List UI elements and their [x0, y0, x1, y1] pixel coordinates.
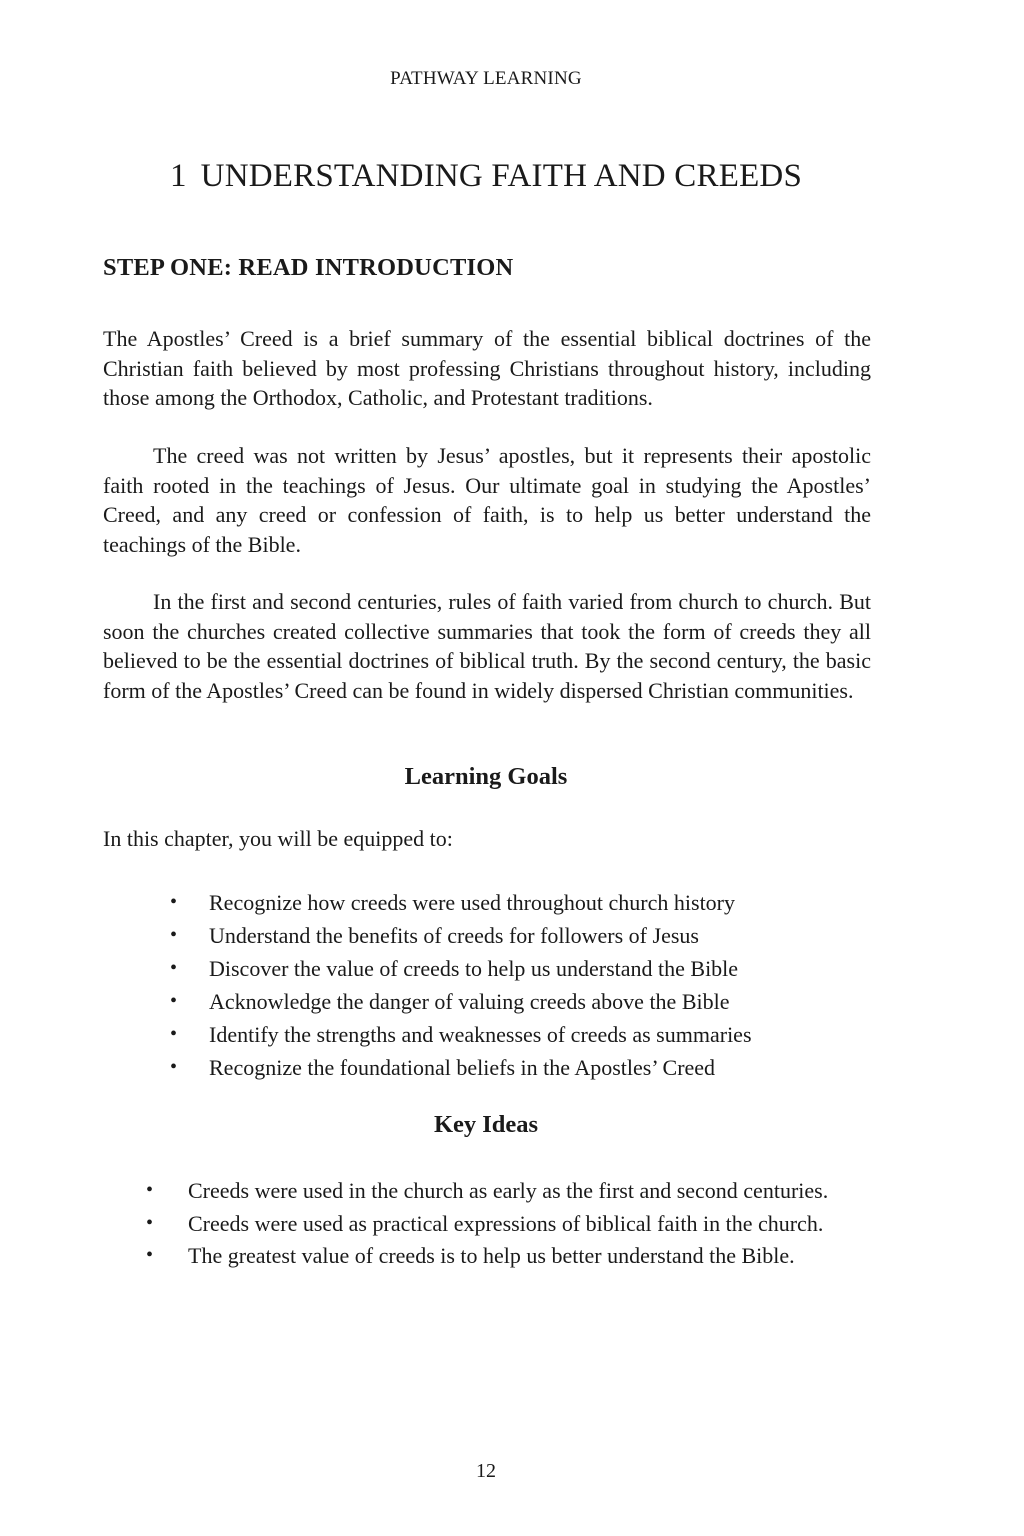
intro-paragraph-3 — [103, 587, 871, 705]
chapter-number: 1 — [169, 158, 187, 194]
bullet-icon: • — [146, 1179, 154, 1201]
intro-paragraph-2 — [103, 441, 871, 559]
list-item — [0, 919, 752, 952]
paragraph-text: The creed was not written by Jesus’ apostles, but it represents their apostolic faith rooted in the teachings of Jesus. Our ultimate goal in studying the Apostles’ Creed, and any creed or confession of faith, is to help us better understand the teachings of the Bible. — [103, 443, 871, 557]
list-item-text: Creeds were used in the church as early as the first and second centuries. — [188, 1178, 829, 1203]
key-ideas-list — [0, 1176, 871, 1274]
list-item-text: Identify the strengths and weaknesses of creeds as summaries — [209, 1022, 752, 1047]
list-item-text: Recognize how creeds were used throughout church history — [209, 890, 736, 915]
list-item-text: Acknowledge the danger of valuing creeds above the Bible — [209, 989, 730, 1014]
page-number: 12 — [476, 1460, 496, 1482]
paragraph-text: In the first and second centuries, rules of faith varied from church to church. But soon the churches created collective summaries that took the form of creeds they all believed to be the essential doctrines of biblical truth. By the second century, the basic form of the Apostles’ Creed can be found in widely dispersed Christian communities. — [103, 589, 871, 703]
running-head: PATHWAY LEARNING — [390, 68, 582, 89]
bullet-icon: • — [170, 1056, 178, 1078]
list-item — [0, 886, 752, 919]
bullet-icon: • — [170, 1023, 178, 1045]
chapter-title-text: UNDERSTANDING FAITH AND CREEDS — [200, 158, 803, 194]
list-item — [0, 952, 752, 985]
bullet-icon: • — [146, 1211, 154, 1234]
list-item — [146, 1176, 871, 1206]
intro-paragraph-1 — [103, 324, 871, 413]
list-item-text: Creeds were used as practical expressions of biblical faith in the church. — [188, 1210, 824, 1236]
list-item — [146, 1241, 871, 1271]
list-item — [0, 1018, 752, 1051]
list-item — [0, 985, 752, 1018]
list-item — [146, 1209, 871, 1239]
list-item-text: Discover the value of creeds to help us understand the Bible — [209, 956, 739, 981]
paragraph-text: The Apostles’ Creed is a brief summary of the essential biblical doctrines of the Christian faith believed by most professing Christians throughout history, including those among the Orthodox, Catholic, and Protestant traditions. — [103, 326, 871, 410]
learning-goals-heading: Learning Goals — [404, 763, 568, 790]
bullet-icon: • — [170, 891, 178, 913]
key-ideas-heading: Key Ideas — [433, 1111, 539, 1138]
learning-goals-intro: In this chapter, you will be equipped to: — [103, 826, 453, 851]
learning-goals-list — [0, 886, 752, 1084]
list-item-text: The greatest value of creeds is to help us better understand the Bible. — [188, 1243, 795, 1268]
bullet-icon: • — [170, 957, 178, 979]
list-item-text: Understand the benefits of creeds for followers of Jesus — [209, 923, 699, 948]
bullet-icon: • — [170, 924, 178, 946]
step-heading: STEP ONE: READ INTRODUCTION — [103, 254, 514, 281]
list-item-text: Recognize the foundational beliefs in the Apostles’ Creed — [209, 1055, 716, 1080]
bullet-icon: • — [170, 990, 178, 1012]
bullet-icon: • — [146, 1244, 154, 1266]
chapter-title — [0, 158, 972, 195]
list-item — [0, 1051, 752, 1084]
